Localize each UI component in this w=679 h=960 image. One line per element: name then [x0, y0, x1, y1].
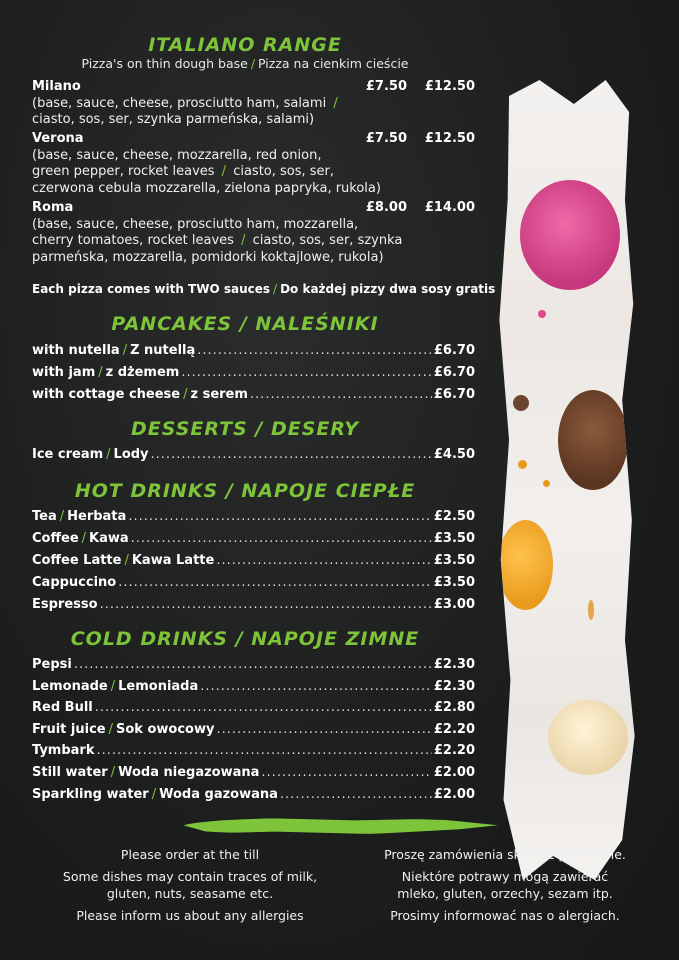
slash-divider: / [108, 721, 113, 737]
menu-item-name-pl: Sok owocowy [116, 721, 215, 737]
pink-splash [538, 310, 546, 318]
menu-item-label [32, 553, 214, 568]
slash-divider: / [241, 233, 246, 248]
menu-item-name-en: Coffee [32, 531, 79, 546]
dot-leader [131, 531, 432, 546]
footer-pl [355, 846, 655, 924]
menu-item-name-en: Coffee Latte [32, 553, 122, 568]
menu-item-label [32, 365, 179, 380]
pizza-desc-line: (base, sauce, cheese, prosciutto ham, salami / [32, 95, 338, 111]
pizza-desc-line: parmeńska, mozzarella, pomidorki koktajlowe, rukola) [32, 249, 384, 265]
menu-item-row [32, 722, 475, 742]
menu-item-label [32, 743, 94, 758]
footer-pl-line: Proszę zamówienia składac przy kasie. [384, 847, 626, 862]
slash-divider: / [273, 282, 278, 296]
menu-item-row [32, 787, 475, 807]
pizza-desc-line: (base, sauce, cheese, mozzarella, red onion, [32, 147, 322, 163]
menu-item-row [32, 365, 475, 385]
menu-item-row [32, 343, 475, 363]
slash-divider: / [122, 343, 128, 358]
menu-item-label [32, 447, 149, 462]
menu-item-row [32, 575, 475, 595]
menu-item-name-pl: Woda gazowana [159, 786, 278, 802]
subtitle-en: Pizza's on thin dough base [81, 56, 248, 71]
pizza-price-small: £7.50 [365, 131, 407, 146]
pizza-name: Milano [32, 79, 81, 94]
menu-item-price: £3.50 [433, 575, 475, 590]
vanilla-ice-cream-scoop [548, 700, 628, 775]
orange-splash [518, 460, 527, 469]
slash-divider: / [106, 447, 111, 462]
menu-item-row [32, 765, 475, 785]
dot-leader [197, 343, 432, 358]
pizza-item [32, 131, 477, 197]
dot-leader [118, 575, 432, 590]
menu-item-label [32, 343, 195, 358]
slash-divider: / [110, 765, 116, 780]
menu-item-name-pl: Kawa [89, 531, 129, 546]
menu-item-price: £6.70 [433, 387, 475, 402]
footer-pl-line: Niektóre potrawy mogą zawierać [401, 869, 609, 884]
pink-ice-cream-scoop [520, 180, 620, 290]
slash-divider: / [183, 387, 188, 402]
menu-item-name-en: Fruit juice [32, 721, 106, 737]
menu-item-name-pl: Herbata [67, 509, 127, 524]
dot-leader [95, 700, 432, 715]
menu-item-label [32, 722, 214, 737]
cold-drinks-title: COLD DRINKS / NAPOJE ZIMNE [70, 628, 420, 650]
pizza-item [32, 79, 477, 129]
chocolate-ice-cream-scoop [558, 390, 628, 490]
note-en: Each pizza comes with TWO sauces [32, 282, 271, 296]
slash-divider: / [59, 509, 65, 524]
menu-item-name-en: with jam [32, 365, 96, 380]
menu-item-name-pl: Lemoniada [118, 678, 199, 694]
menu-item-label [32, 575, 116, 590]
sauce-note [32, 282, 495, 296]
menu-item-price: £3.00 [433, 597, 475, 612]
menu-item-name-en: Espresso [32, 597, 98, 612]
pizza-price-small: £8.00 [365, 200, 407, 215]
menu-item-name-pl: Z nutellą [130, 343, 196, 358]
menu-item-name-en: Sparkling water [32, 786, 149, 802]
footer-en-line: Some dishes may contain traces of milk, [62, 869, 318, 884]
dot-leader [128, 509, 432, 524]
menu-item-price: £2.50 [433, 509, 475, 524]
footer-en-line: Please order at the till [120, 847, 260, 862]
menu-item-price: £2.20 [433, 721, 475, 737]
slash-divider: / [124, 553, 129, 568]
menu-item-label [32, 679, 198, 694]
slash-divider: / [81, 531, 87, 546]
dot-leader [74, 657, 432, 672]
dot-leader [261, 765, 431, 780]
pizza-desc-line: ciasto, sos, ser, szynka parmeńska, salami) [32, 112, 315, 127]
desserts-title: DESSERTS / DESERY [130, 418, 360, 440]
menu-item-price: £6.70 [433, 365, 475, 380]
pizza-name: Roma [32, 200, 74, 215]
dot-leader [250, 387, 432, 402]
menu-item-name-en: Tymbark [32, 743, 95, 759]
pizza-price-large: £14.00 [424, 200, 475, 215]
menu-item-row [32, 657, 475, 677]
footer-en-line: Please inform us about any allergies [76, 908, 304, 923]
menu-item-price: £2.00 [433, 786, 475, 802]
dot-leader [151, 447, 432, 462]
menu-item-price: £4.50 [433, 447, 475, 462]
footer-en-line: gluten, nuts, seasame etc. [106, 886, 274, 901]
dot-leader [100, 597, 432, 612]
slash-divider: / [333, 95, 338, 111]
menu-item-row [32, 447, 475, 467]
slash-divider: / [98, 365, 103, 380]
orange-drip [588, 600, 594, 620]
footer-pl-line: Prosimy informować nas o alergiach. [390, 908, 620, 923]
dot-leader [280, 787, 432, 802]
menu-item-name-en: with cottage cheese [32, 387, 181, 402]
pizza-desc-line: czerwona cebula mozzarella, zielona papryka, rukola) [32, 180, 381, 196]
menu-item-name-en: Still water [32, 765, 108, 780]
menu-item-name-en: Pepsi [32, 657, 72, 672]
menu-item-row [32, 509, 475, 529]
menu-item-label [32, 509, 126, 524]
dot-leader [181, 365, 432, 380]
ice-cream-image-strip [498, 80, 636, 880]
subtitle-pl: Pizza na cienkim cieście [258, 56, 409, 71]
menu-item-row [32, 597, 475, 617]
menu-item-label [32, 531, 129, 546]
menu-item-label [32, 657, 72, 672]
menu-item-price: £2.80 [433, 700, 475, 716]
menu-item-row [32, 743, 475, 763]
dot-leader [200, 679, 432, 694]
menu-item-name-en: Red Bull [32, 700, 93, 716]
menu-item-name-en: with nutella [32, 343, 120, 358]
menu-item-label [32, 700, 93, 715]
menu-item-row [32, 679, 475, 699]
dot-leader [216, 722, 431, 737]
pizza-desc-line: cherry tomatoes, rocket leaves / ciasto, sos, ser, szynka [32, 233, 403, 248]
pizza-price-large: £12.50 [424, 131, 475, 146]
pizza-price-small: £7.50 [365, 79, 407, 94]
pizza-name: Verona [32, 131, 84, 146]
menu-item-price: £3.50 [433, 531, 475, 546]
dot-leader [96, 743, 431, 758]
pizza-desc-line: green pepper, rocket leaves / ciasto, sos, ser, [32, 164, 335, 179]
menu-item-name-pl: z serem [190, 387, 248, 402]
slash-divider: / [110, 678, 116, 694]
chocolate-splash [513, 395, 529, 411]
menu-item-name-en: Ice cream [32, 447, 104, 462]
menu-item-row [32, 387, 475, 407]
menu-item-label [32, 597, 98, 612]
menu-item-label [32, 387, 248, 402]
pizza-price-large: £12.50 [424, 79, 475, 94]
note-pl: Do każdej pizzy dwa sosy gratis [280, 282, 496, 296]
menu-item-name-pl: Woda niegazowana [118, 765, 260, 780]
menu-item-label [32, 765, 259, 780]
menu-item-name-en: Cappuccino [32, 575, 117, 590]
slash-divider: / [221, 164, 227, 179]
dot-leader [216, 553, 432, 568]
menu-item-name-pl: Kawa Latte [131, 553, 215, 568]
orange-splash [543, 480, 550, 487]
slash-divider: / [151, 786, 157, 802]
slash-divider: / [250, 56, 256, 71]
menu-item-row [32, 553, 475, 573]
menu-item-name-pl: Lody [113, 447, 149, 462]
menu-item-price: £2.30 [433, 678, 475, 694]
menu-item-name-pl: z dżemem [105, 365, 180, 380]
menu-item-row [32, 700, 475, 720]
menu-item-price: £3.50 [433, 553, 475, 568]
menu-item-price: £2.00 [433, 765, 475, 780]
pizza-item [32, 200, 477, 266]
menu-item-name-en: Lemonade [32, 678, 108, 694]
italiano-subtitle [0, 56, 490, 71]
italiano-title: ITALIANO RANGE [148, 34, 342, 56]
footer-en [40, 846, 340, 924]
orange-ice-cream-scoop [498, 520, 553, 610]
menu-item-price: £2.30 [433, 657, 475, 672]
footer-pl-line: mleko, gluten, orzechy, sezam itp. [397, 886, 613, 901]
menu-item-label [32, 787, 278, 802]
green-brush-divider [180, 818, 498, 834]
hot-drinks-title: HOT DRINKS / NAPOJE CIEPŁE [74, 480, 416, 502]
menu-item-price: £2.20 [433, 743, 475, 759]
pancakes-title: PANCAKES / NALEŚNIKI [111, 313, 379, 335]
menu-item-price: £6.70 [433, 343, 475, 358]
pizza-desc-line: (base, sauce, cheese, prosciutto ham, mozzarella, [32, 216, 359, 232]
menu-item-name-en: Tea [32, 509, 57, 524]
menu-item-row [32, 531, 475, 551]
